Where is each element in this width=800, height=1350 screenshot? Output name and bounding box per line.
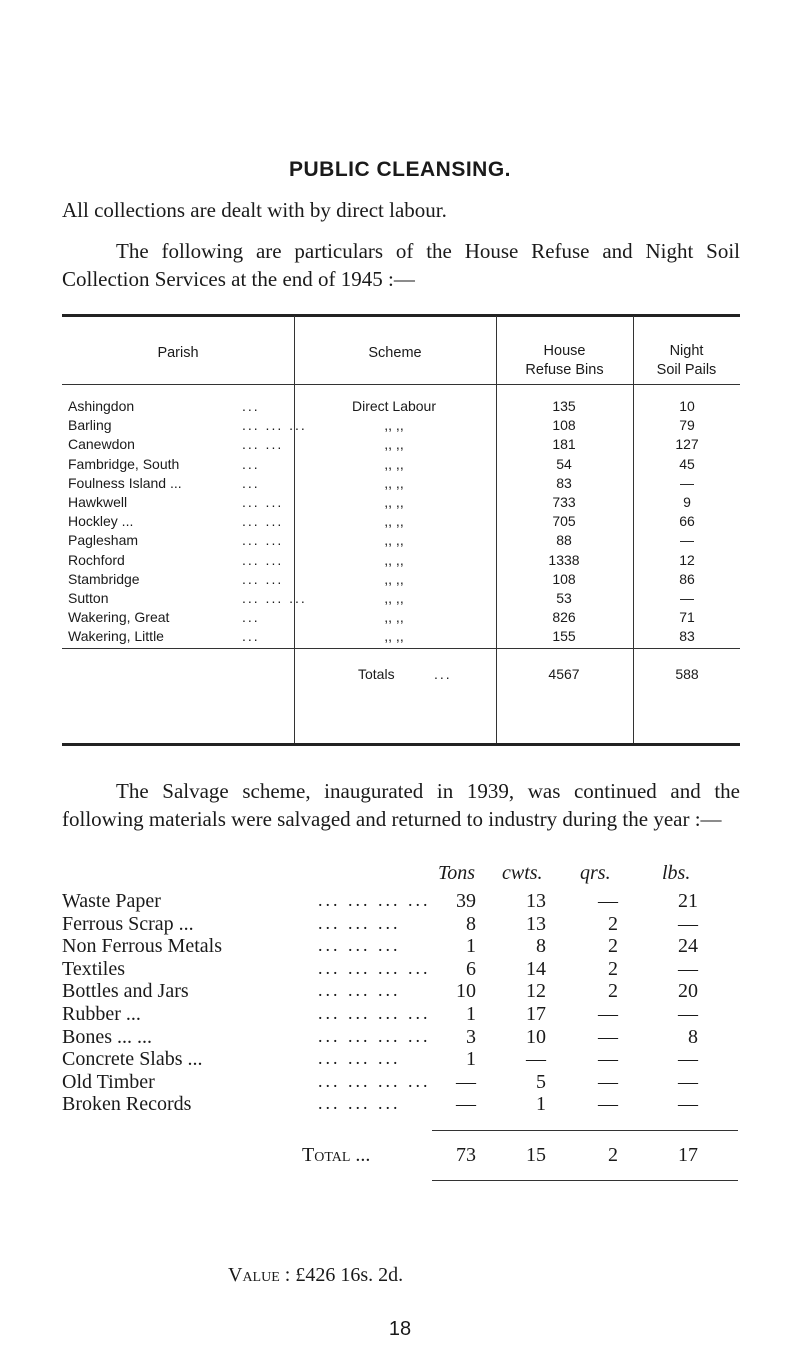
leader-dots: ... ... ... ... (318, 1025, 431, 1046)
parish-cell: Stambridge (68, 570, 140, 587)
cwts-cell: 12 (526, 980, 546, 1003)
table-row (62, 436, 740, 455)
lbs-cell: — (678, 957, 698, 980)
leader-dots: ... (242, 455, 260, 472)
leader-dots: ... ... ... ... (318, 1070, 431, 1091)
tons-cell: 8 (466, 912, 476, 935)
lbs-cell: — (678, 1048, 698, 1071)
qrs-cell: — (598, 1025, 618, 1048)
qrs-cell: — (598, 1003, 618, 1025)
leader-dots: ... ... ... (242, 590, 307, 606)
leader-dots: ... (242, 609, 260, 626)
bins-cell: 1338 (548, 551, 580, 568)
header-bins-line-1: House (543, 343, 586, 359)
header-tons: Tons (438, 862, 476, 884)
material-name: Ferrous Scrap ... (62, 912, 194, 935)
parish-cell: Canewdon (68, 436, 135, 453)
leader-dots: ... ... ... (318, 935, 401, 956)
lbs-cell: 8 (688, 1025, 698, 1048)
parish-cell: Ashingdon (68, 398, 135, 414)
list-item (62, 1071, 740, 1095)
qrs-cell: 2 (608, 912, 618, 935)
tons-cell: 1 (466, 935, 476, 958)
header-rule (294, 384, 496, 385)
bins-cell: 108 (552, 570, 576, 587)
bins-cell: 83 (556, 474, 572, 491)
pails-cell: — (680, 474, 694, 491)
header-rule (496, 384, 633, 385)
material-name: Waste Paper (62, 890, 161, 912)
tons-cell: 6 (466, 957, 476, 980)
material-name: Bones ... ... (62, 1025, 152, 1048)
header-bins-line-2: Refuse Bins (525, 362, 604, 378)
tons-cell: — (456, 1093, 476, 1116)
table-row (62, 532, 740, 551)
table-row (62, 628, 740, 647)
cwts-cell: — (526, 1048, 546, 1071)
table-row (62, 417, 740, 436)
leader-dots: ... ... (242, 436, 284, 453)
total-cwts: 15 (526, 1144, 546, 1166)
leader-dots: ... ... (242, 570, 284, 587)
table-top-rule (62, 314, 740, 317)
parish-cell: Wakering, Great (68, 609, 170, 626)
qrs-cell: — (598, 1070, 618, 1093)
lbs-cell: 21 (678, 890, 698, 912)
table-bottom-rule (62, 743, 740, 746)
leader-dots: ... ... ... ... (318, 1003, 431, 1023)
bins-cell: 181 (552, 436, 576, 453)
material-name: Rubber ... (62, 1003, 141, 1025)
totals-dots: ... (434, 666, 452, 682)
bins-cell: 705 (552, 513, 576, 530)
table-row (62, 456, 740, 475)
page-heading: PUBLIC CLEANSING. (288, 158, 511, 181)
lbs-cell: 24 (678, 935, 698, 958)
salvage-value (228, 1264, 403, 1287)
lbs-cell: — (678, 1070, 698, 1093)
pails-cell: 71 (679, 609, 695, 626)
bins-cell: 155 (552, 628, 576, 645)
scheme-cell: ,, ,, (384, 570, 404, 587)
list-item (62, 1003, 740, 1027)
pails-cell: 66 (679, 513, 695, 530)
pails-cell: 86 (679, 570, 695, 587)
cwts-cell: 10 (526, 1025, 546, 1048)
material-name: Non Ferrous Metals (62, 935, 222, 958)
bins-cell: 135 (552, 398, 576, 414)
list-item (62, 980, 740, 1004)
salvage-total-row (62, 1144, 740, 1168)
qrs-cell: — (598, 1048, 618, 1071)
cwts-cell: 17 (526, 1003, 546, 1025)
leader-dots: ... (242, 474, 260, 491)
parish-cell: Hockley ... (68, 513, 134, 530)
tons-cell: — (456, 1070, 476, 1093)
total-qrs: 2 (608, 1144, 618, 1166)
table-row (62, 571, 740, 590)
leader-dots: ... ... (242, 551, 284, 568)
pails-cell: 10 (679, 398, 695, 414)
tons-cell: 10 (456, 980, 476, 1003)
list-item (62, 935, 740, 959)
tons-cell: 1 (466, 1048, 476, 1071)
leader-dots: ... ... ... ... (318, 957, 431, 978)
table-row (62, 475, 740, 494)
parish-cell: Fambridge, South (68, 455, 180, 472)
cwts-cell: 13 (526, 890, 546, 912)
leader-dots: ... ... ... (318, 912, 401, 933)
leader-dots: ... ... ... (318, 1093, 401, 1114)
tons-cell: 3 (466, 1025, 476, 1048)
value-amount: £426 16s. 2d. (295, 1264, 404, 1286)
leader-dots: ... ... ... (318, 1048, 401, 1069)
totals-row (62, 666, 740, 685)
header-rule (633, 384, 740, 385)
intro-paragraph-2: The following are particulars of the House Refuse and Night Soil Collection Services at the end of 1945 :— (62, 239, 740, 291)
scheme-cell: ,, ,, (384, 494, 404, 510)
scheme-cell: ,, ,, (384, 532, 404, 549)
scheme-cell: ,, ,, (384, 455, 404, 472)
scheme-cell: ,, ,, (384, 551, 404, 568)
leader-dots: ... ... ... ... (318, 890, 431, 910)
bins-cell: 733 (552, 494, 576, 510)
scheme-cell: ,, ,, (384, 628, 404, 645)
leader-dots: ... ... ... (242, 417, 307, 434)
collection-table (62, 314, 740, 746)
table-row (62, 398, 740, 417)
qrs-cell: 2 (608, 935, 618, 958)
list-item (62, 958, 740, 982)
material-name: Broken Records (62, 1093, 192, 1116)
bins-cell: 54 (556, 455, 572, 472)
lbs-cell: — (678, 1003, 698, 1025)
totals-rule (62, 648, 294, 649)
page-number: 18 (388, 1318, 412, 1340)
leader-dots: ... ... ... (318, 980, 401, 1001)
total-lbs: 17 (678, 1144, 698, 1166)
totals-rule (294, 648, 496, 649)
pails-cell: — (680, 590, 694, 606)
material-name: Textiles (62, 957, 126, 980)
parish-cell: Hawkwell (68, 494, 128, 510)
list-item (62, 913, 740, 937)
header-cwts: cwts. (502, 862, 543, 884)
qrs-cell: 2 (608, 957, 618, 980)
cwts-cell: 13 (526, 912, 546, 935)
totals-label: Totals (358, 666, 395, 682)
table-row (62, 552, 740, 571)
pails-cell: 12 (679, 551, 695, 568)
leader-dots: ... ... (242, 513, 284, 530)
qrs-cell: 2 (608, 980, 618, 1003)
pails-cell: 83 (679, 628, 695, 645)
material-name: Old Timber (62, 1070, 155, 1093)
parish-cell: Sutton (68, 590, 109, 606)
lbs-cell: 20 (678, 980, 698, 1003)
header-parish: Parish (157, 345, 199, 361)
scheme-cell: ,, ,, (384, 417, 404, 434)
header-night-soil-pails (633, 342, 740, 380)
leader-dots: ... (242, 398, 260, 414)
pails-cell: 9 (683, 494, 691, 510)
salvage-table (62, 862, 740, 1166)
leader-dots: ... (242, 628, 260, 645)
scheme-cell: ,, ,, (384, 474, 404, 491)
header-house-refuse-bins (496, 342, 633, 380)
table-row (62, 590, 740, 609)
material-name: Concrete Slabs ... (62, 1048, 203, 1071)
parish-cell: Foulness Island ... (68, 474, 182, 491)
header-qrs: qrs. (580, 862, 611, 884)
list-item (62, 890, 740, 914)
table-row (62, 513, 740, 532)
scheme-cell: ,, ,, (384, 590, 404, 606)
header-scheme: Scheme (368, 345, 422, 361)
parish-cell: Barling (68, 417, 112, 434)
cwts-cell: 8 (536, 935, 546, 958)
scheme-cell: ,, ,, (384, 513, 404, 530)
material-name: Bottles and Jars (62, 980, 189, 1003)
tons-cell: 39 (456, 890, 476, 912)
table-row (62, 494, 740, 513)
scheme-cell: ,, ,, (384, 609, 404, 626)
tons-cell: 1 (466, 1003, 476, 1025)
parish-cell: Paglesham (68, 532, 139, 549)
totals-pails: 588 (675, 666, 699, 682)
cwts-cell: 5 (536, 1070, 546, 1093)
salvage-paragraph: The Salvage scheme, inaugurated in 1939, was continued and the following materials were salvaged and returned to industry during the year :— (62, 779, 740, 831)
cwts-cell: 14 (526, 957, 546, 980)
list-item (62, 1093, 740, 1117)
cwts-cell: 1 (536, 1093, 546, 1116)
lbs-cell: — (678, 912, 698, 935)
header-lbs: lbs. (662, 862, 691, 884)
bins-cell: 826 (552, 609, 576, 626)
pails-cell: — (680, 532, 694, 549)
list-item (62, 1026, 740, 1050)
totals-rule (633, 648, 740, 649)
header-pails-line-1: Night (669, 343, 704, 359)
salvage-total-label: Total ... (302, 1144, 371, 1166)
pails-cell: 127 (675, 436, 699, 453)
bins-cell: 53 (556, 590, 572, 606)
total-tons: 73 (456, 1144, 476, 1166)
pails-cell: 45 (679, 455, 695, 472)
list-item (62, 1048, 740, 1072)
scheme-cell: ,, ,, (384, 436, 404, 453)
value-label: Value : (228, 1264, 291, 1286)
pails-cell: 79 (679, 417, 695, 434)
parish-cell: Rochford (68, 551, 125, 568)
lbs-cell: — (678, 1093, 698, 1116)
bins-cell: 108 (552, 417, 576, 434)
total-rule (432, 1130, 738, 1131)
bins-cell: 88 (556, 532, 572, 549)
qrs-cell: — (598, 1093, 618, 1116)
leader-dots: ... ... (242, 532, 284, 549)
parish-cell: Wakering, Little (68, 628, 164, 645)
header-rule (62, 384, 294, 385)
totals-rule (496, 648, 633, 649)
header-pails-line-2: Soil Pails (656, 362, 717, 378)
leader-dots: ... ... (242, 494, 284, 510)
total-bottom-rule (432, 1180, 738, 1181)
table-row (62, 609, 740, 628)
qrs-cell: — (598, 890, 618, 912)
scheme-cell: Direct Labour (351, 398, 437, 414)
intro-paragraph-1: All collections are dealt with by direct labour. (62, 198, 447, 222)
totals-bins: 4567 (548, 666, 580, 682)
